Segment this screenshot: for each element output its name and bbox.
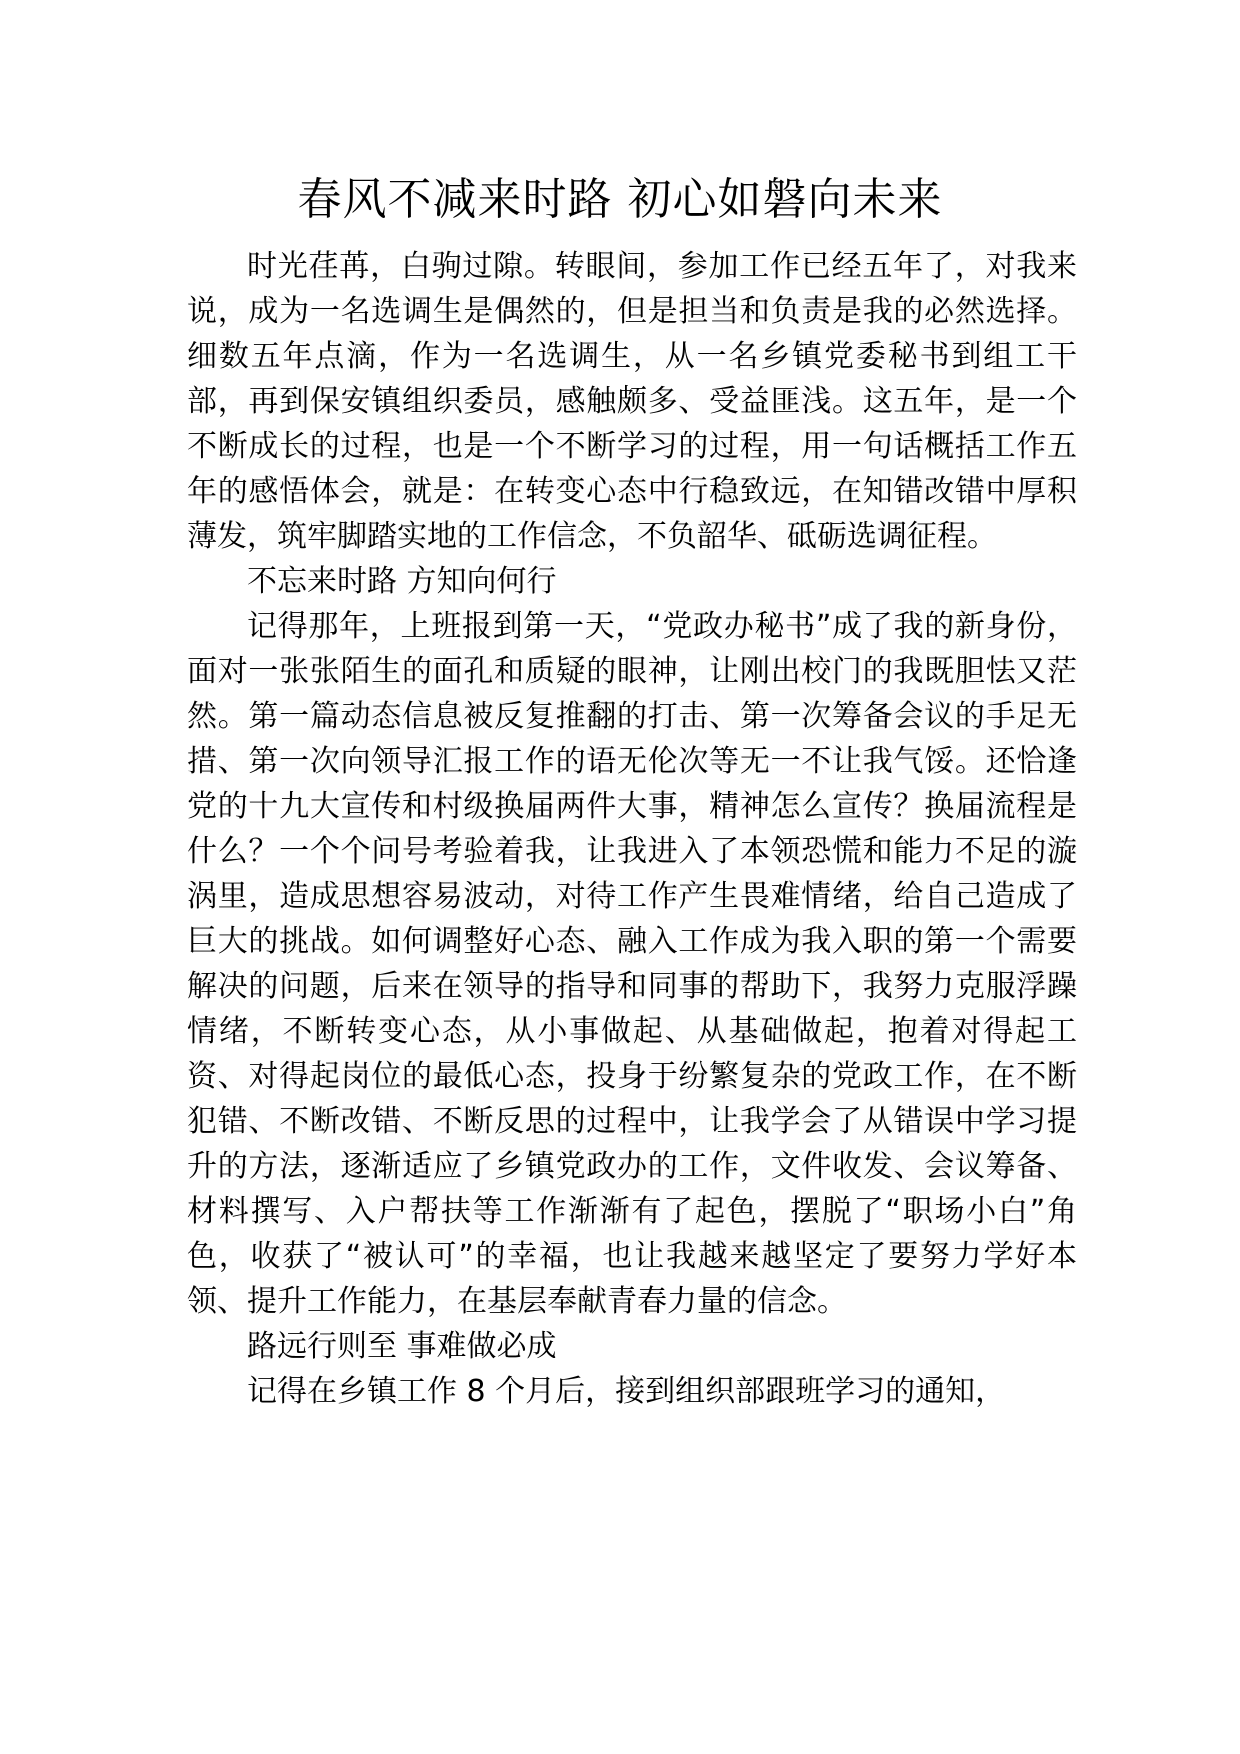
paragraph-section-2: 记得在乡镇工作 8 个月后，接到组织部跟班学习的通知， (247, 1374, 1006, 1409)
document-body (187, 244, 1077, 1414)
paragraph-intro: 时光荏苒，白驹过隙。转眼间，参加工作已经五年了，对我来说，成为一名选调生是偶然的，但是担当和负责是我的必然选择。细数五年点滴，作为一名选调生，从一名乡镇党委秘书到组工干部，再到保安镇组织委员，感触颇多、受益匪浅。这五年，是一个不断成长的过程，也是一个不断学习的过程，用一句话概括工作五年的感悟体会，就是：在转变心态中行稳致远，在知错改错中厚积薄发，筑牢脚踏实地的工作信念，不负韶华、砥砺选调征程。 (187, 249, 1077, 554)
paragraph-section-1: 记得那年，上班报到第一天，“党政办秘书”成了我的新身份，面对一张张陌生的面孔和质疑的眼神，让刚出校门的我既胆怯又茫然。第一篇动态信息被反复推翻的打击、第一次筹备会议的手足无措、第一次向领导汇报工作的语无伦次等无一不让我气馁。还恰逢党的十九大宣传和村级换届两件大事，精神怎么宣传？换届流程是什么？一个个问号考验着我，让我进入了本领恐慌和能力不足的漩涡里，造成思想容易波动，对待工作产生畏难情绪，给自己造成了巨大的挑战。如何调整好心态、融入工作成为我入职的第一个需要解决的问题，后来在领导的指导和同事的帮助下，我努力克服浮躁情绪，不断转变心态，从小事做起、从基础做起，抱着对得起工资、对得起岗位的最低心态，投身于纷繁复杂的党政工作，在不断犯错、不断改错、不断反思的过程中，让我学会了从错误中学习提升的方法，逐渐适应了乡镇党政办的工作，文件收发、会议筹备、材料撰写、入户帮扶等工作渐渐有了起色，摆脱了“职场小白”角色，收获了“被认可”的幸福，也让我越来越坚定了要努力学好本领、提升工作能力，在基层奉献青春力量的信念。 (187, 609, 1077, 1319)
section-heading-1: 不忘来时路 方知向何行 (247, 564, 557, 599)
document-title: 春风不减来时路 初心如磐向未来 (297, 174, 943, 225)
section-heading-2: 路远行则至 事难做必成 (247, 1329, 557, 1364)
